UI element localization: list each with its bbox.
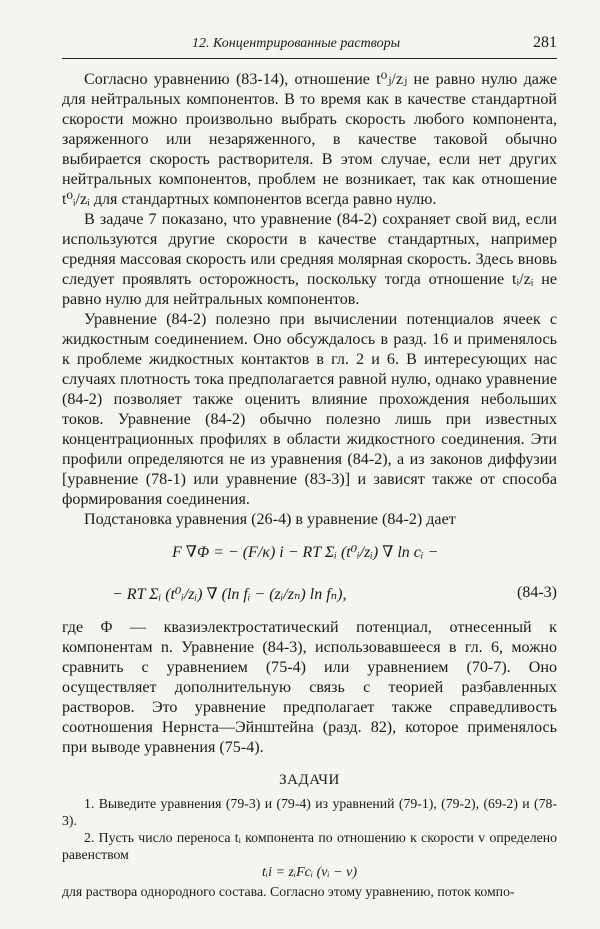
problem-2: 2. Пусть число переноса tᵢ компонента по отношению к скорости v определено равенством xyxy=(62,830,557,862)
equation-line-2: − RT Σᵢ (t⁰ᵢ/zᵢ) ∇ (ln fᵢ − (zᵢ/zₙ) ln fₙ), (84-3) xyxy=(112,584,557,603)
running-header xyxy=(62,34,557,59)
paragraph-3: Уравнение (84-2) полезно при вычислении потенциалов ячеек с жидкостным соединением. Оно обсуждалось в разд. 16 и применялось к проблеме жидкостных контактов в гл. 2 и 6. В интересующих нас случаях плотность тока предполагается равной нулю, однако уравнение (84-2) позволяет также оценить влияние прохождения небольших токов. Уравнение (84-2) обычно полезно лишь при известных концентрационных профилях в области жидкостного соединения. Эти профили определяются не из уравнения (84-2), а из законов диффузии [уравнение (78-1) или уравнение (83-3)] и зависят также от способа формирования соединения. xyxy=(62,311,557,508)
paragraph-after-equation: где Φ — квазиэлектростатический потенциал, отнесенный к компонентам n. Уравнение (84-3), использовавшееся в гл. 6, можно сравнить с уравнением (75-4) или уравнением (70-7). Оно осуществляет дополнительную связь с теорией разбавленных растворов. Это уравнение предполагает также справедливость соотношения Нернста—Эйнштейна (разд. 82), которое применялось при выводе уравнения (75-4). xyxy=(62,619,557,756)
problem-2-continuation: для раствора однородного состава. Согласно этому уравнению, поток компо- xyxy=(62,884,515,899)
page-body xyxy=(62,70,557,900)
chapter-title: 12. Концентрированные растворы xyxy=(192,36,401,51)
problem-2-equation: tᵢi = zᵢFcᵢ (vᵢ − v) xyxy=(262,865,357,880)
paragraph-1: Согласно уравнению (83-14), отношение t⁰ⱼ/zⱼ не равно нулю даже для нейтральных компонентов. В то время как в качестве стандартной скорости можно произвольно выбрать скорость любого компонента, заряженного или незаряженного, в качестве таковой обычно выбирается скорость растворителя. В этом случае, если нет других нейтральных компонентов, проблем не возникает, так как отношение t⁰ᵢ/zᵢ для стандартных компонентов всегда равно нулю. xyxy=(62,71,557,208)
problems-heading: ЗАДАЧИ xyxy=(279,772,340,788)
equation-number: (84-3) xyxy=(517,584,557,601)
paragraph-2: В задаче 7 показано, что уравнение (84-2) сохраняет свой вид, если используются другие скорости в качестве стандартных, например средняя массовая скорость или средняя молярная скорость. Здесь вновь следует проявлять осторожность, поскольку тогда отношение tᵢ/zᵢ не равно нулю для нейтральных компонентов. xyxy=(62,211,557,308)
paragraph-4: Подстановка уравнения (26-4) в уравнение (84-2) дает xyxy=(84,511,456,528)
equation-line-1: F ∇Φ = − (F/κ) i − RT Σᵢ (t⁰ᵢ/zᵢ) ∇ ln cᵢ − xyxy=(172,544,439,561)
problem-1: 1. Выведите уравнения (79-3) и (79-4) из уравнений (79-1), (79-2), (69-2) и (78-3). xyxy=(62,796,557,828)
page-number: 281 xyxy=(533,34,557,51)
